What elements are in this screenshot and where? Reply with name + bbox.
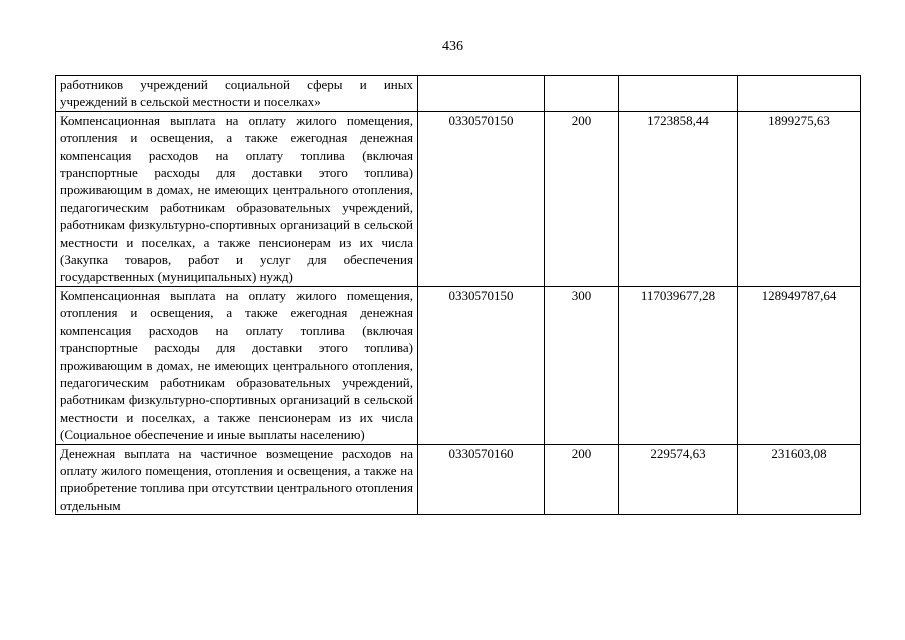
row-target-code: 0330570150 (418, 111, 545, 286)
table-row (56, 444, 861, 515)
table-row (56, 76, 861, 112)
row-description: Денежная выплата на частичное возмещение расходов на оплату жилого помещения, отопления и освещения, а также на приобретение топлива при отсутствии центрального отопления отдельным (56, 444, 418, 515)
row-description: Компенсационная выплата на оплату жилого помещения, отопления и освещения, а также ежегодная денежная компенсация расходов на оплату топлива (включая транспортные расходы для доставки этого топлива) проживающим в домах, не имеющих центрального отопления, педагогическим работникам образовательных учреждений, работникам физкультурно-спортивных организаций в сельской местности и поселках, а также пенсионерам из их числа (Социальное обеспечение и иные выплаты населению) (56, 286, 418, 444)
table-row (56, 286, 861, 444)
row-amount-second (738, 76, 861, 112)
row-amount-first (619, 76, 738, 112)
row-expense-type: 200 (545, 444, 619, 515)
page-number: 436 (442, 39, 463, 54)
row-expense-type: 300 (545, 286, 619, 444)
row-amount-second: 231603,08 (738, 444, 861, 515)
budget-table (55, 75, 861, 515)
row-amount-first: 117039677,28 (619, 286, 738, 444)
row-target-code: 0330570160 (418, 444, 545, 515)
row-description: работников учреждений социальной сферы и иных учреждений в сельской местности и поселках» (56, 76, 418, 112)
table-row (56, 111, 861, 286)
row-amount-first: 229574,63 (619, 444, 738, 515)
row-amount-second: 128949787,64 (738, 286, 861, 444)
row-expense-type (545, 76, 619, 112)
row-expense-type: 200 (545, 111, 619, 286)
row-description: Компенсационная выплата на оплату жилого помещения, отопления и освещения, а также ежегодная денежная компенсация расходов на оплату топлива (включая транспортные расходы для доставки этого топлива) проживающим в домах, не имеющих центрального отопления, педагогическим работникам образовательных учреждений, работникам физкультурно-спортивных организаций в сельской местности и поселках, а также пенсионерам из их числа (Закупка товаров, работ и услуг для обеспечения государственных (муниципальных) нужд) (56, 111, 418, 286)
row-target-code: 0330570150 (418, 286, 545, 444)
row-target-code (418, 76, 545, 112)
row-amount-first: 1723858,44 (619, 111, 738, 286)
row-amount-second: 1899275,63 (738, 111, 861, 286)
